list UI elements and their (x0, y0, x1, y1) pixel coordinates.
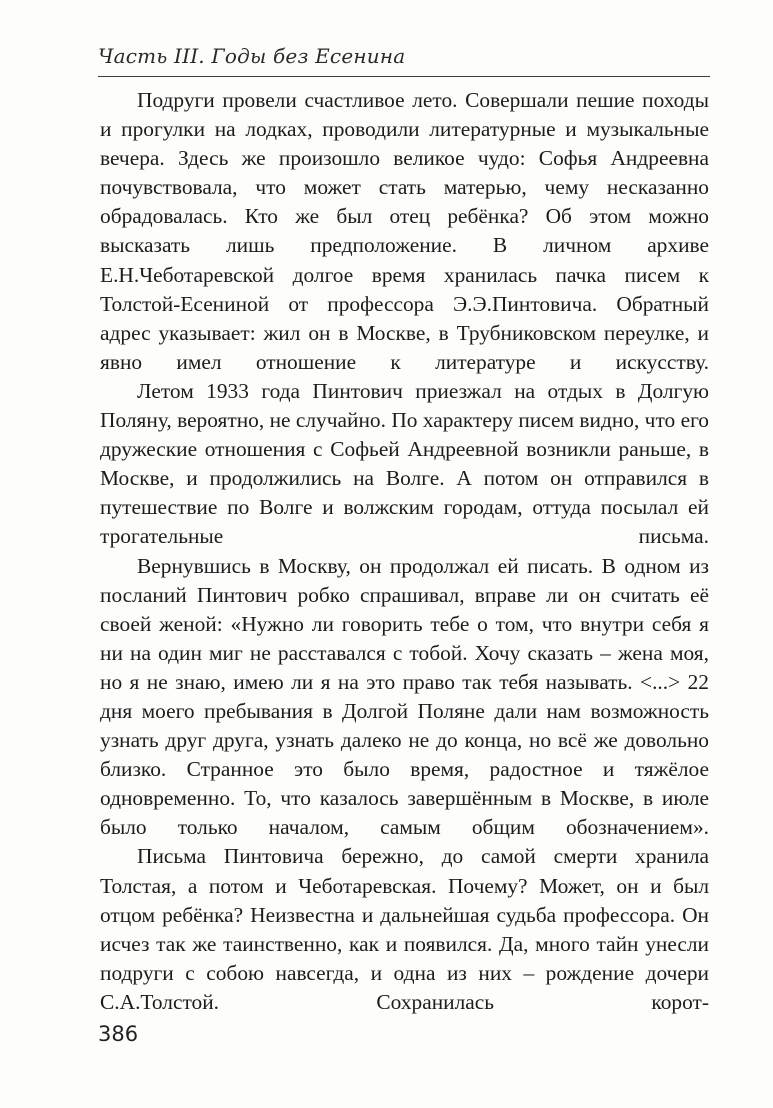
running-title: Часть III. Годы без Есенина (98, 44, 406, 68)
paragraph: Вернувшись в Москву, он продолжал ей писать. В одном из посланий Пинтович робко спрашивал, вправе ли он считать её своей женой: «Нужно ли говорить тебе о том, что внутри себя я ни на один миг не расставался с тобой. Хочу сказать – жена моя, но я не знаю, имею ли я на это право так тебя называть. <...> 22 дня моего пребывания в Долгой Поляне дали нам возможность узнать друг друга, узнать далеко не до конца, но всё же довольно близко. Странное это было время, радостное и тяжёлое одновременно. То, что казалось завершённым в Москве, в июле было только началом, самым общим обозначением». (100, 553, 709, 840)
paragraph: Письма Пинтовича бережно, до самой смерти хранила Толстая, а потом и Чеботаревская. Почему? Может, он и был отцом ребёнка? Неизвестна и дальнейшая судьба профессора. Он исчез так же таинственно, как и появился. Да, много тайн унесли подруги с собою навсегда, и одна из них – рождение дочери С.А.Толстой. Сохранилась корот- (100, 844, 709, 1014)
page-number: 386 (98, 1022, 139, 1046)
body-text (100, 86, 709, 1017)
paragraph: Летом 1933 года Пинтович приезжал на отдых в Долгую Поляну, вероятно, не случайно. По характеру писем видно, что его дружеские отношения с Софьей Андреевной возникли раньше, в Москве, и продолжились на Волге. А потом он отправился в путешествие по Волге и волжским городам, оттуда посылал ей трогательные письма. (100, 378, 709, 549)
paragraph: Подруги провели счастливое лето. Совершали пешие походы и прогулки на лодках, проводили литературные и музыкальные вечера. Здесь же произошло великое чудо: Софья Андреевна почувствовала, что может стать матерью, чему несказанно обрадовалась. Кто же был отец ребёнка? Об этом можно высказать лишь предположение. В личном архиве Е.Н.Чеботаревской долгое время хранилась пачка писем к Толстой-Есениной от профессора Э.Э.Пинтовича. Обратный адрес указывает: жил он в Москве, в Трубниковском переулке, и явно имел отношение к литературе и искусству. (100, 88, 709, 374)
header-divider (98, 76, 710, 77)
